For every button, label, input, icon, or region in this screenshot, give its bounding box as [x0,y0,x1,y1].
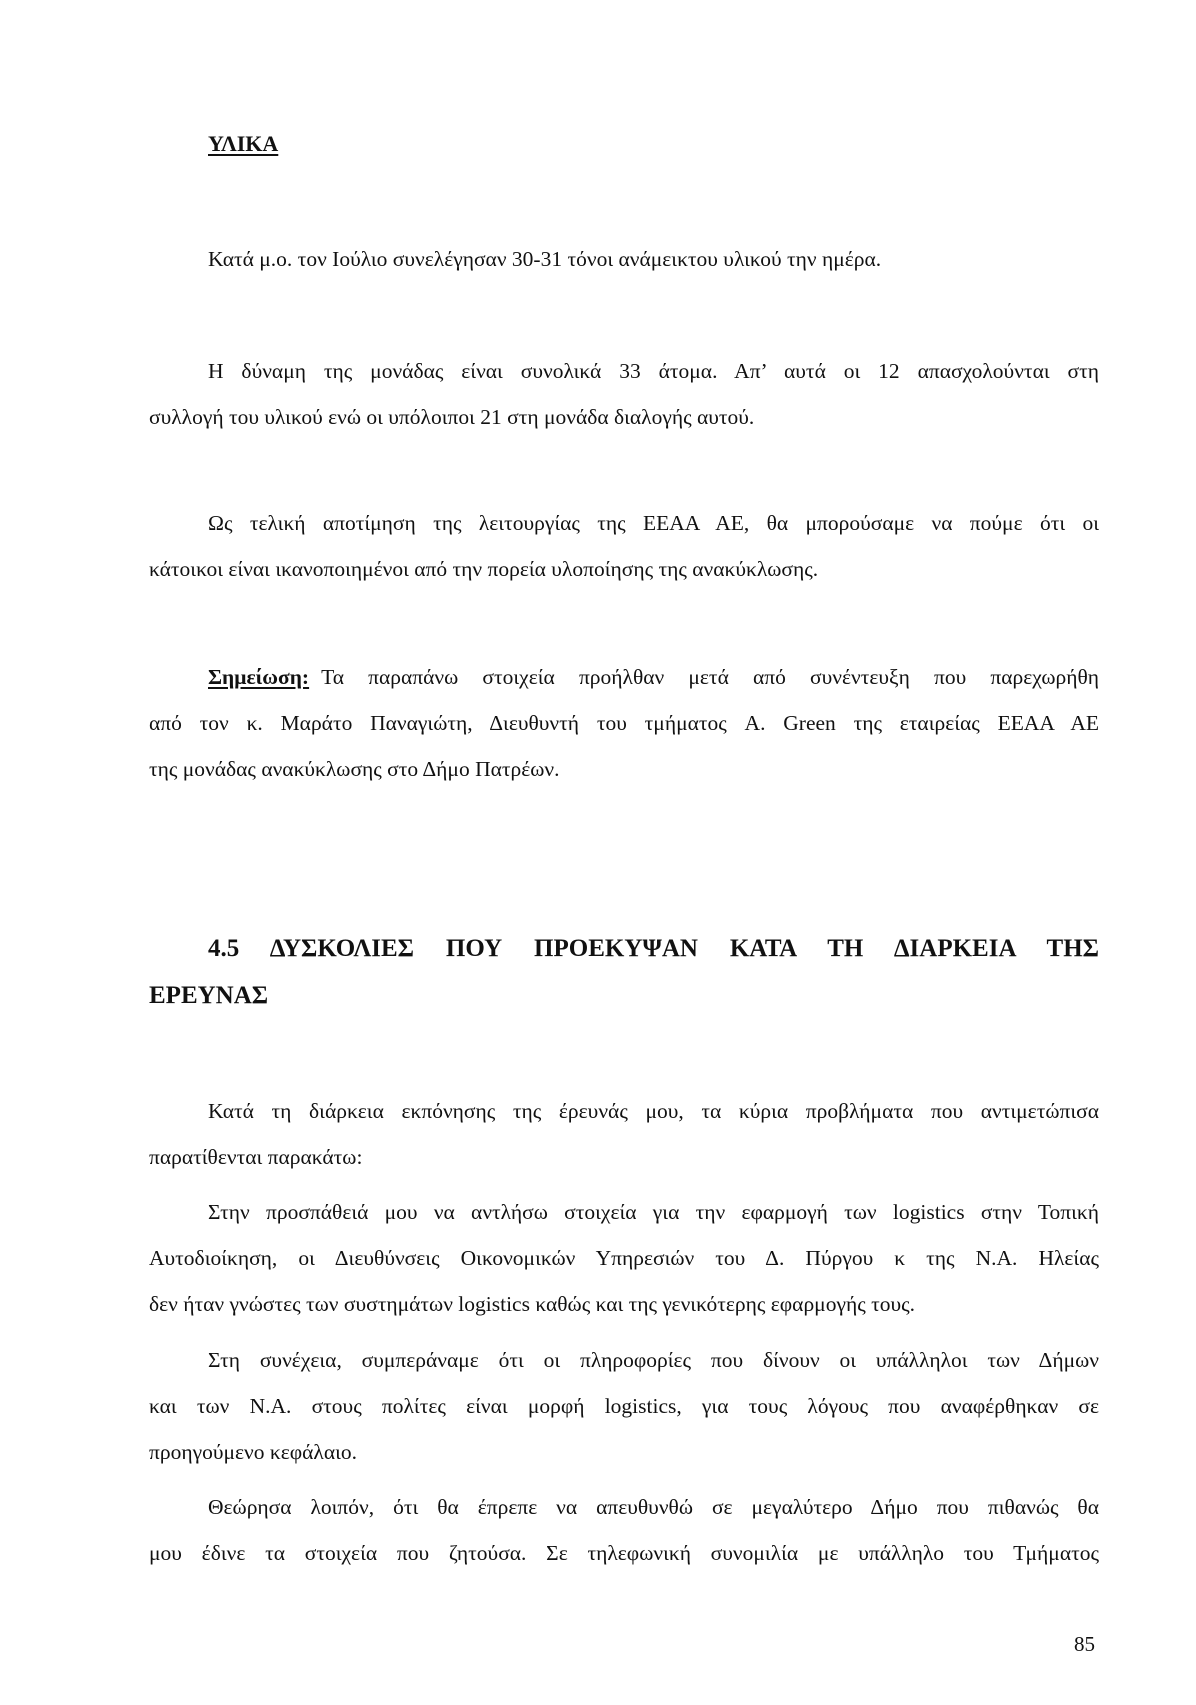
paragraph-text: δεν ήταν γνώστες των συστημάτων logistics καθώς και της γενικότερης εφαρμογής τους. [149,1292,916,1316]
paragraph-text: Θεώρησα λοιπόν, ότι θα έπρεπε να απευθυνθώ σε μεγαλύτερο Δήμο που πιθανώς θα [208,1495,1099,1519]
paragraph-text: Αυτοδιοίκηση, οι Διευθύνσεις Οικονομικών Υπηρεσιών του Δ. Πύργου κ της Ν.Α. Ηλείας [149,1246,1099,1270]
paragraph-text: της μονάδας ανακύκλωσης στο Δήμο Πατρέων. [149,757,560,781]
paragraph-text: και των Ν.Α. στους πολίτες είναι μορφή logistics, για τους λόγους που αναφέρθηκαν σε [149,1394,1099,1418]
paragraph-text: προηγούμενο κεφάλαιο. [149,1440,358,1464]
note-line [208,667,1099,689]
paragraph-text: Η δύναμη της μονάδας είναι συνολικά 33 άτομα. Απ’ αυτά οι 12 απασχολούνται στη [208,359,1099,383]
section-title: ΥΛΙΚΑ [208,131,279,156]
paragraph-text: Ως τελική αποτίμηση της λειτουργίας της ΕΕΑΑ ΑΕ, θα μπορούσαμε να πούμε ότι οι [208,511,1099,535]
paragraph-text: παρατίθενται παρακάτω: [149,1145,363,1169]
paragraph-text: Στην προσπάθειά μου να αντλήσω στοιχεία για την εφαρμογή των logistics στην Τοπική [208,1200,1099,1224]
paragraph-text: Κατά τη διάρκεια εκπόνησης της έρευνάς μου, τα κύρια προβλήματα που αντιμετώπισα [208,1099,1099,1123]
paragraph-text: Στη συνέχεια, συμπεράναμε ότι οι πληροφορίες που δίνουν οι υπάλληλοι των Δήμων [208,1348,1099,1372]
paragraph-text: Κατά μ.ο. τον Ιούλιο συνελέγησαν 30-31 τόνοι ανάμεικτου υλικού την ημέρα. [208,247,882,271]
section-heading: 4.5 ΔΥΣΚΟΛΙΕΣ ΠΟΥ ΠΡΟΕΚΥΨΑΝ ΚΑΤΑ ΤΗ ΔΙΑΡΚΕΙΑ ΤΗΣ [208,935,1099,962]
paragraph-text: μου έδινε τα στοιχεία που ζητούσα. Σε τηλεφωνική συνομιλία με υπάλληλο του Τμήματος [149,1541,1099,1565]
paragraph-text: από τον κ. Μαράτο Παναγιώτη, Διευθυντή του τμήματος A. Green της εταιρείας ΕΕΑΑ ΑΕ [149,711,1099,735]
paragraph-text: Τα παραπάνω στοιχεία προήλθαν μετά από συνέντευξη που παρεχωρήθη [321,665,1099,689]
page-number: 85 [1074,1632,1095,1656]
note-label: Σημείωση: [208,665,310,689]
paragraph-text: συλλογή του υλικού ενώ οι υπόλοιποι 21 στη μονάδα διαλογής αυτού. [149,405,755,429]
paragraph-text: κάτοικοι είναι ικανοποιημένοι από την πορεία υλοποίησης της ανακύκλωσης. [149,557,819,581]
section-heading: ΕΡΕΥΝΑΣ [149,982,269,1009]
